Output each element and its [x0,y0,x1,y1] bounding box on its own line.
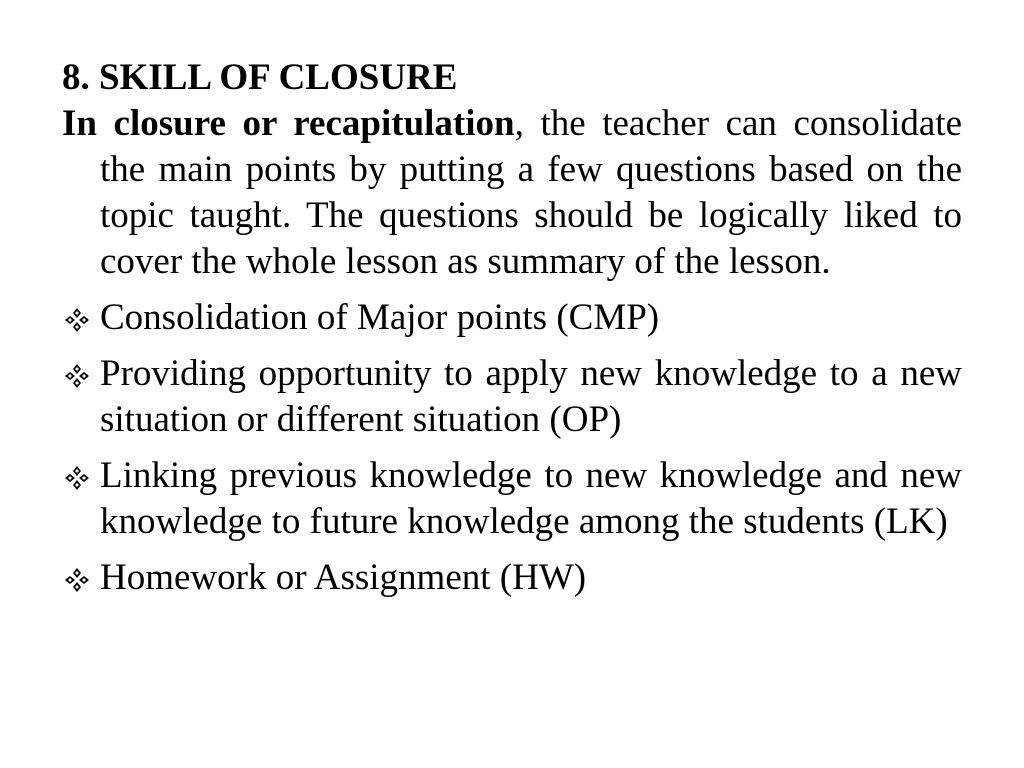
bullet-item-lk [62,453,962,545]
four-diamond-bullet-icon [62,351,100,397]
bullet-item-op [62,351,962,443]
bullet-text: Providing opportunity to apply new knowledge to a new situation or different situation (OP) [100,353,962,440]
bullet-item-cmp [62,295,962,341]
four-diamond-bullet-icon [62,295,100,341]
slide-title: 8. SKILL OF CLOSURE [62,57,458,98]
intro-paragraph [62,101,962,285]
intro-rest: , the teacher can consolidate the main points by putting a few questions based on the topic taught. The questions should be logically liked to cover the whole lesson as summary of the lesson. [100,103,963,282]
bullet-item-hw [62,555,962,601]
four-diamond-bullet-icon [62,453,100,499]
intro-lead: In closure or recapitulation [62,103,515,144]
bullet-list [62,295,962,601]
four-diamond-bullet-icon [62,555,100,601]
bullet-text: Consolidation of Major points (CMP) [100,297,660,338]
bullet-text: Homework or Assignment (HW) [100,557,587,598]
bullet-text: Linking previous knowledge to new knowledge and new knowledge to future knowledge among the students (LK) [100,455,962,542]
